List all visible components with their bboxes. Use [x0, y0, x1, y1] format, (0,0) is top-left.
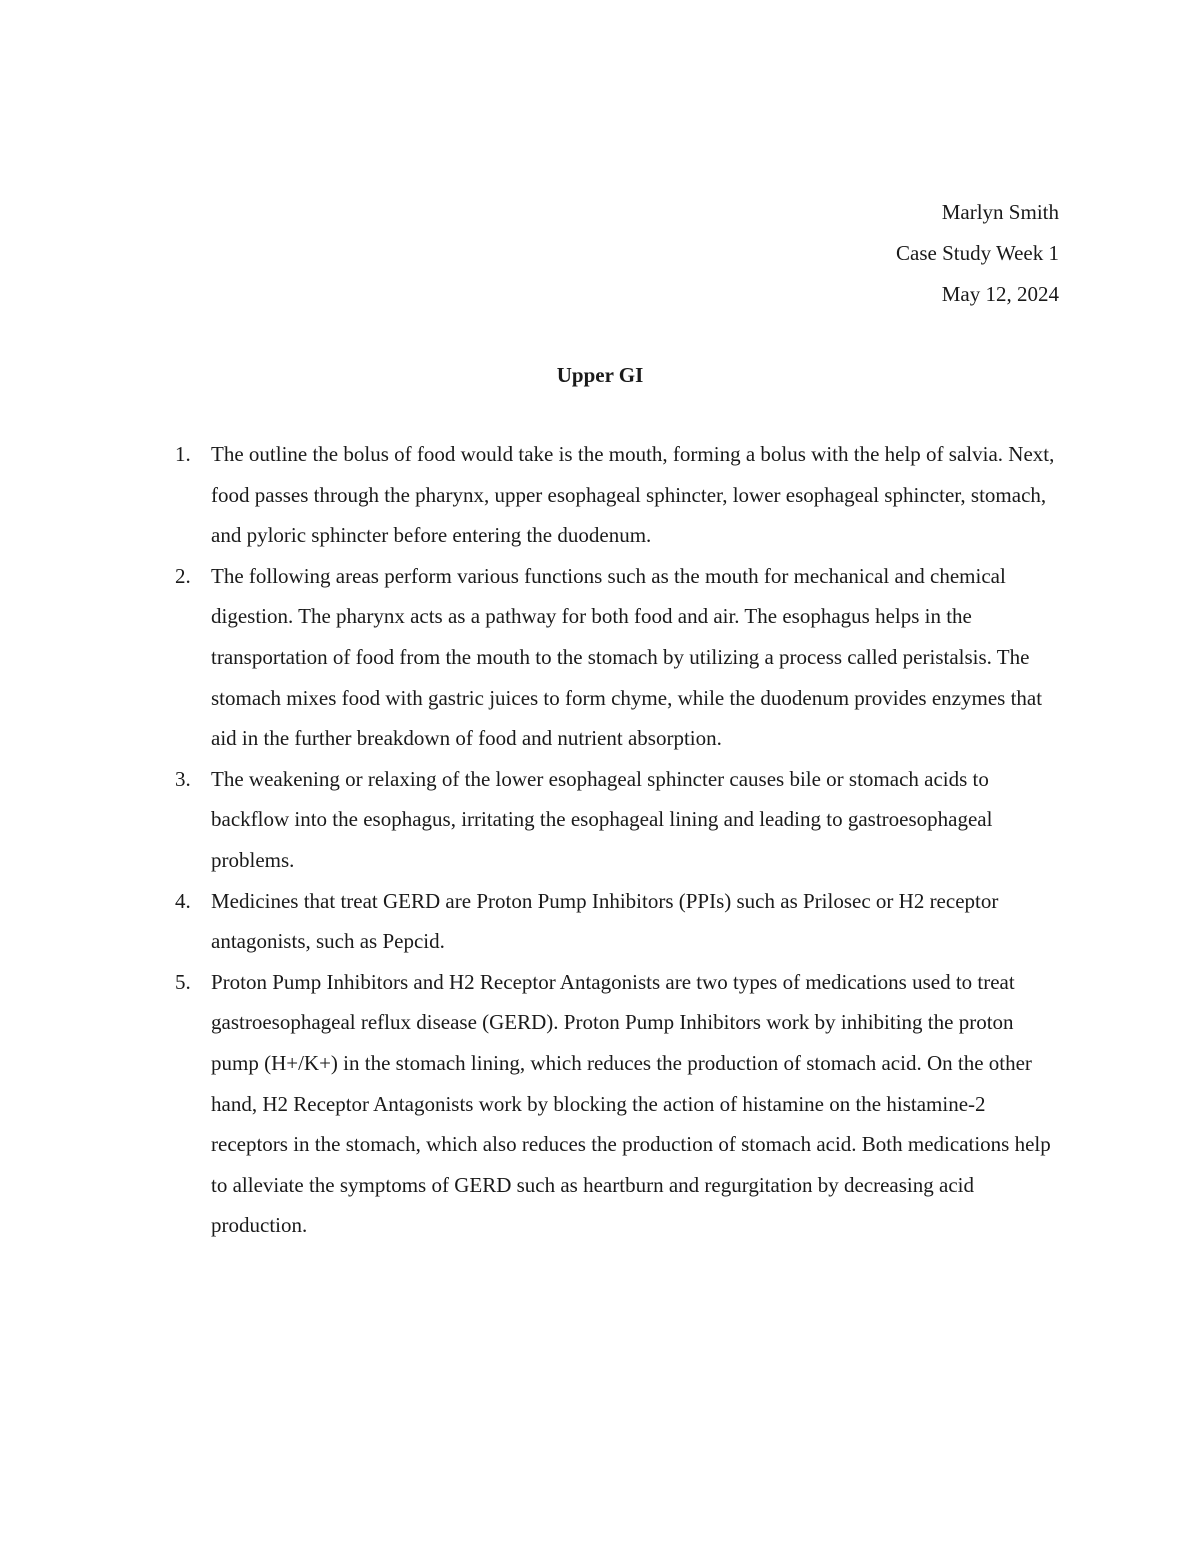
- list-item-text: The following areas perform various functions such as the mouth for mechanical and chemical digestion. The pharynx acts as a pathway for both food and air. The esophagus helps in the transportation of food from the mouth to the stomach by utilizing a process called peristalsis. The stomach mixes food with gastric juices to form chyme, while the duodenum provides enzymes that aid in the further breakdown of food and nutrient absorption.: [211, 563, 1043, 751]
- list-item: [175, 962, 1063, 1246]
- course-label: Case Study Week 1: [896, 241, 1059, 265]
- document-date: May 12, 2024: [941, 282, 1059, 306]
- list-item: [175, 434, 1063, 556]
- document-title: Upper GI: [556, 363, 644, 387]
- list-item-number: 4.: [175, 888, 191, 913]
- list-item-text: Proton Pump Inhibitors and H2 Receptor Antagonists are two types of medications used to treat gastroesophageal reflux disease (GERD). Proton Pump Inhibitors work by inhibiting the proton pump (H+/K+) in the stomach lining, which reduces the production of stomach acid. On the other hand, H2 Receptor Antagonists work by blocking the action of histamine on the histamine-2 receptors in the stomach, which also reduces the production of stomach acid. Both medications help to alleviate the symptoms of GERD such as heartburn and regurgitation by decreasing acid production.: [211, 969, 1051, 1238]
- list-item-text: The outline the bolus of food would take is the mouth, forming a bolus with the help of salvia. Next, food passes through the pharynx, upper esophageal sphincter, lower esophageal sphincter, stomach, and pyloric sphincter before entering the duodenum.: [211, 442, 1055, 548]
- author-name: Marlyn Smith: [941, 200, 1059, 224]
- list-item: [175, 759, 1063, 881]
- list-item-text: The weakening or relaxing of the lower esophageal sphincter causes bile or stomach acids to backflow into the esophagus, irritating the esophageal lining and leading to gastroesophageal problems.: [211, 766, 993, 872]
- answer-list: [0, 434, 1063, 1246]
- list-item-number: 1.: [175, 442, 191, 466]
- document-header: [896, 192, 1059, 315]
- list-item-text: Medicines that treat GERD are Proton Pump Inhibitors (PPIs) such as Prilosec or H2 receptor antagonists, such as Pepcid.: [211, 888, 999, 954]
- list-item-number: 3.: [175, 766, 191, 791]
- list-item: [175, 556, 1063, 759]
- list-item: [175, 881, 1063, 962]
- list-item-number: 5.: [175, 969, 191, 994]
- list-item-number: 2.: [175, 563, 191, 588]
